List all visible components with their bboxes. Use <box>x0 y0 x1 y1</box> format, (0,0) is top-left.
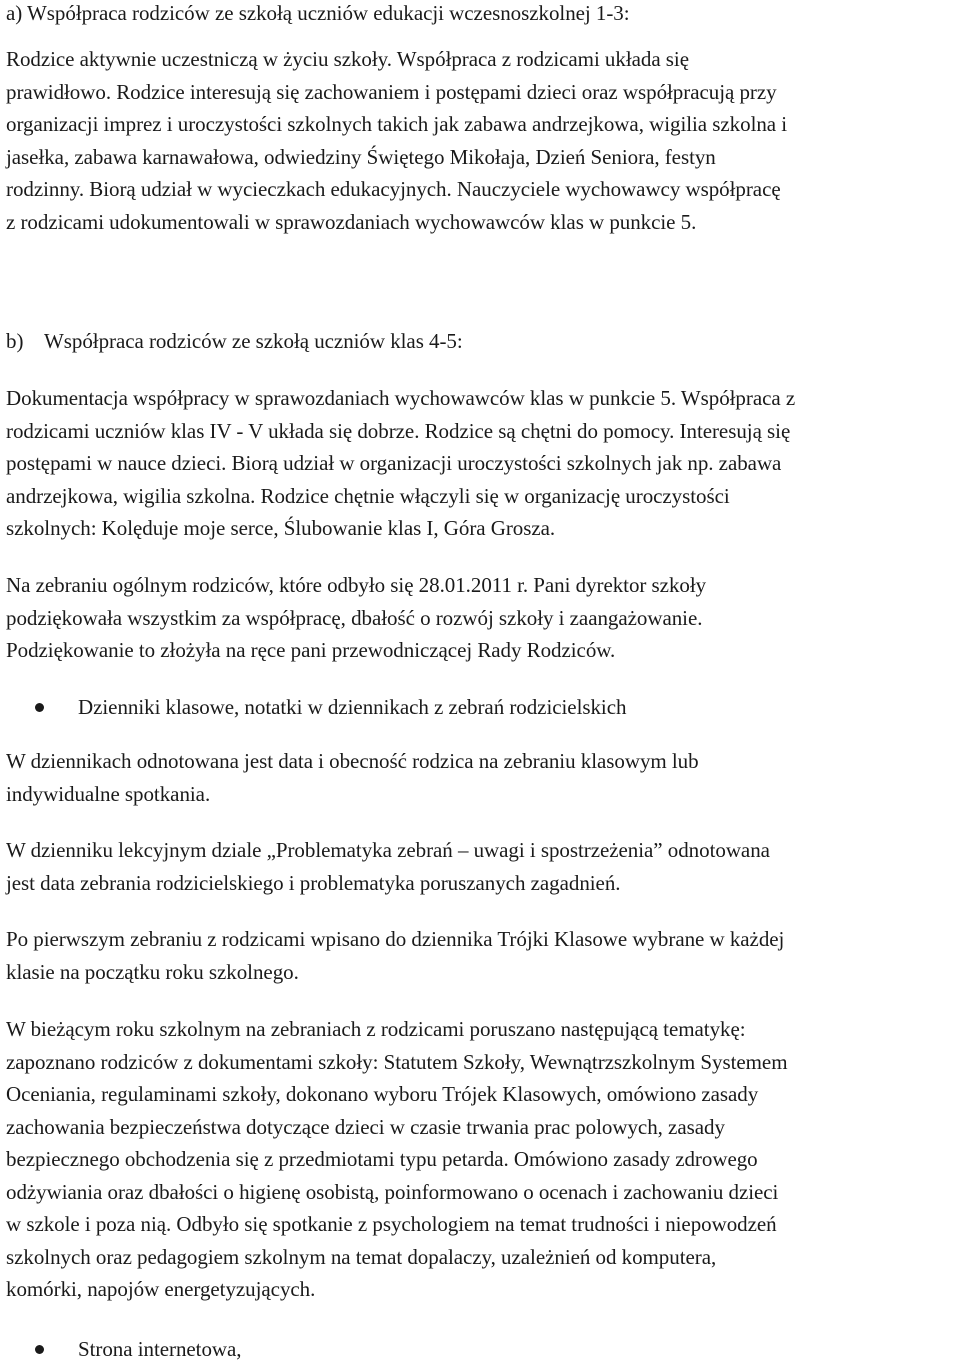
bullet-icon <box>35 703 44 712</box>
text-line: organizacji imprez i uroczystości szkolnych takich jak zabawa andrzejkowa, wigilia szkolna i <box>6 112 788 136</box>
text-line: komórki, napojów energetyzujących. <box>6 1277 316 1301</box>
text-line: postępami w nauce dzieci. Biorą udział w organizacji uroczystości szkolnych jak np. zabawa <box>6 451 782 475</box>
text-line: rodzinny. Biorą udział w wycieczkach edukacyjnych. Nauczyciele wychowawcy współpracę <box>6 177 781 201</box>
text-line: rodzicami uczniów klas IV - V układa się dobrze. Rodzice są chętni do pomocy. Interesują się <box>6 418 791 443</box>
section-b-body <box>6 382 795 545</box>
meeting-paragraph <box>6 569 706 667</box>
section-b-title: Współpraca rodziców ze szkołą uczniów klas 4-5: <box>44 329 463 353</box>
text-line: W bieżącym roku szkolnym na zebraniach z rodzicami poruszano następującą tematykę: <box>6 1017 746 1041</box>
bullet-icon <box>35 1345 44 1354</box>
text-line: szkolnych: Kolęduje moje serce, Ślubowanie klas I, Góra Grosza. <box>6 516 556 540</box>
text-line: jasełka, zabawa karnawałowa, odwiedziny Świętego Mikołaja, Dzień Seniora, festyn <box>6 144 716 169</box>
text-line: Podziękowanie to złożyła na ręce pani przewodniczącej Rady Rodziców. <box>6 638 616 662</box>
bullet-text: Dzienniki klasowe, notatki w dziennikach z zebrań rodzicielskich <box>78 695 627 719</box>
text-line: Na zebraniu ogólnym rodziców, które odbyło się 28.01.2011 r. Pani dyrektor szkoły <box>6 573 707 597</box>
text-line: podziękowała wszystkim za współpracę, dbałość o rozwój szkoły i zaangażowanie. <box>6 605 703 630</box>
text-line: andrzejkowa, wigilia szkolna. Rodzice chętnie włączyli się w organizację uroczystości <box>6 483 730 508</box>
bullet-item-website <box>6 1333 242 1366</box>
section-a-body <box>6 43 787 238</box>
bullet-text: Strona internetowa, <box>78 1337 242 1361</box>
text-line: klasie na początku roku szkolnego. <box>6 959 299 984</box>
text-line: Rodzice aktywnie uczestniczą w życiu szkoły. Współpraca z rodzicami układa się <box>6 47 689 71</box>
text-line: z rodzicami udokumentowali w sprawozdaniach wychowawców klas w punkcie 5. <box>6 209 697 234</box>
text-line: Dokumentacja współpracy w sprawozdaniach wychowawców klas w punkcie 5. Współpraca z <box>6 386 796 410</box>
section-b-marker: b) <box>6 329 24 353</box>
journal-paragraph-3 <box>6 923 784 988</box>
text-line: bezpiecznego obchodzenia się z przedmiotami typu petarda. Omówiono zasady zdrowego <box>6 1147 758 1171</box>
text-line: szkolnych oraz pedagogiem szkolnym na temat dopalaczy, uzależnień od komputera, <box>6 1244 717 1269</box>
text-line: prawidłowo. Rodzice interesują się zachowaniem i postępami dzieci oraz współpracują przy <box>6 79 777 104</box>
journal-paragraph-1 <box>6 745 699 810</box>
text-line: Oceniania, regulaminami szkoły, dokonano wyboru Trójek Klasowych, omówiono zasady <box>6 1082 759 1106</box>
text-line: indywidualne spotkania. <box>6 781 211 806</box>
topics-paragraph <box>6 1013 788 1306</box>
text-line: w szkole i poza nią. Odbyło się spotkanie z psychologiem na temat trudności i niepowodzeń <box>6 1212 777 1236</box>
journal-paragraph-2 <box>6 834 770 899</box>
section-b-heading <box>6 325 463 358</box>
text-line: zapoznano rodziców z dokumentami szkoły: Statutem Szkoły, Wewnątrzszkolnym Systemem <box>6 1049 788 1074</box>
text-line: jest data zebrania rodzicielskiego i problematyka poruszanych zagadnień. <box>6 870 621 895</box>
text-line: odżywiania oraz dbałości o higienę osobistą, poinformowano o ocenach i zachowaniu dzieci <box>6 1179 779 1204</box>
bullet-item-journals <box>6 691 626 724</box>
text-line: W dziennikach odnotowana jest data i obecność rodzica na zebraniu klasowym lub <box>6 749 699 773</box>
text-line: W dzienniku lekcyjnym dziale „Problematyka zebrań – uwagi i spostrzeżenia” odnotowana <box>6 838 770 862</box>
section-a-heading: a) Współpraca rodziców ze szkołą uczniów edukacji wczesnoszkolnej 1-3: <box>6 1 630 25</box>
text-line: Po pierwszym zebraniu z rodzicami wpisano do dziennika Trójki Klasowe wybrane w każdej <box>6 927 785 951</box>
text-line: zachowania bezpieczeństwa dotyczące dzieci w czasie trwania prac polowych, zasady <box>6 1114 725 1139</box>
